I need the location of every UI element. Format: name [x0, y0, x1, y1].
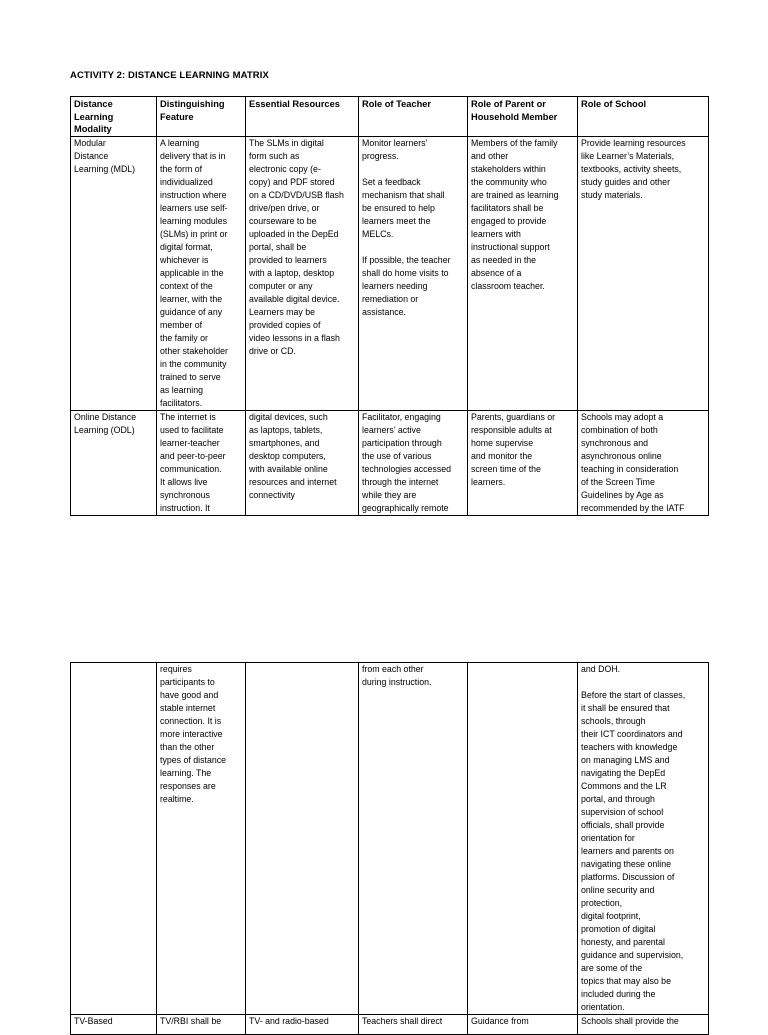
- cell-role-of-parent: Members of the family and other stakeholders within the community who are trained as learning facilitators shall be engaged to provide learners with instructional support as needed in the absence of a classroom teacher.: [468, 136, 578, 410]
- header-role-of-parent: Role of Parent or Household Member: [468, 97, 578, 137]
- cell-role-of-school: Schools may adopt a combination of both synchronous and asynchronous online teaching in consideration of the Screen Time Guidelines by Age as recommended by the IATF: [578, 410, 709, 515]
- distance-learning-matrix-table-page-1: [70, 96, 709, 516]
- cell-essential-resources: [246, 663, 359, 1015]
- cell-modality: Modular Distance Learning (MDL): [71, 136, 157, 410]
- page-title: ACTIVITY 2: DISTANCE LEARNING MATRIX: [70, 70, 269, 81]
- header-distinguishing-feature: Distinguishing Feature: [157, 97, 246, 137]
- table-row: [71, 1015, 709, 1035]
- header-role-of-teacher: Role of Teacher: [359, 97, 468, 137]
- cell-essential-resources: digital devices, such as laptops, tablets, smartphones, and desktop computers, with available online resources and internet connectivity: [246, 410, 359, 515]
- cell-role-of-school: Provide learning resources like Learner’s Materials, textbooks, activity sheets, study guides and other study materials.: [578, 136, 709, 410]
- table-row: [71, 136, 709, 410]
- cell-distinguishing-feature: A learning delivery that is in the form of individualized instruction where learners use self- learning modules (SLMs) in print or digital format, whichever is applicable in the context of the learner, with the guidance of any member of the family or other stakeholder in the community trained to serve as learning facilitators.: [157, 136, 246, 410]
- table-header-row: [71, 97, 709, 137]
- header-essential-resources: Essential Resources: [246, 97, 359, 137]
- distance-learning-matrix-table-page-2: [70, 662, 709, 1035]
- cell-role-of-school: Schools shall provide the: [578, 1015, 709, 1035]
- table-row: [71, 410, 709, 515]
- cell-role-of-teacher: Monitor learners’ progress. Set a feedback mechanism that shall be ensured to help learners meet the MELCs. If possible, the teacher shall do home visits to learners needing remediation or assistance.: [359, 136, 468, 410]
- cell-essential-resources: The SLMs in digital form such as electronic copy (e- copy) and PDF stored on a CD/DVD/USB flash drive/pen drive, or courseware to be uploaded in the DepEd portal, shall be provided to learners with a laptop, desktop computer or any available digital device. Learners may be provided copies of video lessons in a flash drive or CD.: [246, 136, 359, 410]
- cell-role-of-parent: Guidance from: [468, 1015, 578, 1035]
- cell-role-of-teacher: Facilitator, engaging learners’ active participation through the use of various technologies accessed through the internet while they are geographically remote: [359, 410, 468, 515]
- cell-role-of-parent: Parents, guardians or responsible adults at home supervise and monitor the screen time of the learners.: [468, 410, 578, 515]
- cell-distinguishing-feature: TV/RBI shall be: [157, 1015, 246, 1035]
- cell-role-of-school: and DOH. Before the start of classes, it shall be ensured that schools, through their ICT coordinators and teachers with knowledge on managing LMS and navigating the DepEd Commons and the LR portal, and through supervision of school officials, shall provide orientation for learners and parents on navigating these online platforms. Discussion of online security and protection, digital footprint, promotion of digital honesty, and parental guidance and supervision, are some of the topics that may also be included during the orientation.: [578, 663, 709, 1015]
- cell-role-of-teacher: Teachers shall direct: [359, 1015, 468, 1035]
- table-row: [71, 663, 709, 1015]
- cell-essential-resources: TV- and radio-based: [246, 1015, 359, 1035]
- header-role-of-school: Role of School: [578, 97, 709, 137]
- header-modality: Distance Learning Modality: [71, 97, 157, 137]
- cell-role-of-parent: [468, 663, 578, 1015]
- cell-distinguishing-feature: The internet is used to facilitate learner-teacher and peer-to-peer communication. It allows live synchronous instruction. It: [157, 410, 246, 515]
- cell-modality: Online Distance Learning (ODL): [71, 410, 157, 515]
- cell-distinguishing-feature: requires participants to have good and stable internet connection. It is more interactive than the other types of distance learning. The responses are realtime.: [157, 663, 246, 1015]
- cell-modality: [71, 663, 157, 1015]
- cell-modality: TV-Based: [71, 1015, 157, 1035]
- cell-role-of-teacher: from each other during instruction.: [359, 663, 468, 1015]
